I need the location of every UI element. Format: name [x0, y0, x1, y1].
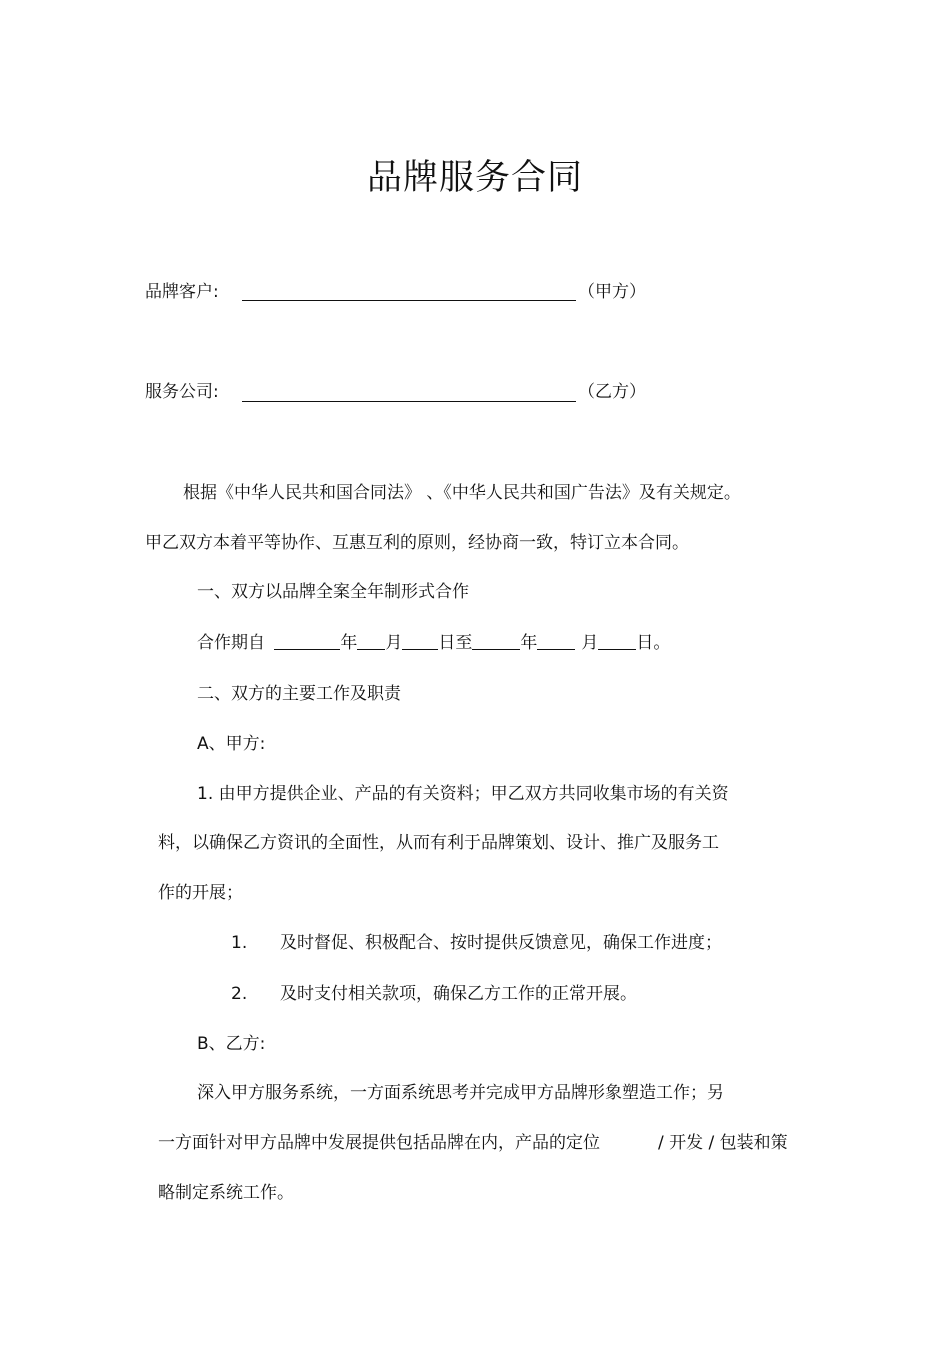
party-b-duty-line-3: 略制定系统工作。: [158, 1183, 294, 1203]
party-b-duty-line-2b: / 开发 / 包装和策: [658, 1133, 788, 1153]
party-a-duties-heading: A、甲方:: [197, 734, 266, 754]
end-year-label: 年: [520, 633, 538, 653]
end-day-label: 日。: [636, 633, 671, 653]
party-a-suffix: （甲方）: [578, 282, 646, 302]
document-title: 品牌服务合同: [366, 158, 583, 198]
start-year-label: 年: [340, 633, 358, 653]
party-b-duties-heading: B、乙方:: [197, 1034, 266, 1054]
intro-line-2: 甲乙双方本着平等协作、互惠互利的原则，经协商一致，特订立本合同。: [145, 533, 689, 553]
party-a-duty-3-text: 及时支付相关款项，确保乙方工作的正常开展。: [280, 984, 637, 1004]
party-b-duty-line-1: 深入甲方服务系统，一方面系统思考并完成甲方品牌形象塑造工作；另: [197, 1083, 724, 1103]
end-day-blank: [598, 632, 636, 650]
start-month-label: 月: [385, 633, 403, 653]
start-year-blank: [274, 632, 340, 650]
party-b-label: 服务公司:: [145, 382, 219, 402]
party-b-duty-line-2a: 一方面针对甲方品牌中发展提供包括品牌在内，产品的定位: [158, 1133, 600, 1153]
end-year-blank: [472, 632, 520, 650]
party-a-duty-1-line-3: 作的开展；: [158, 883, 243, 903]
party-a-duty-1-line-1: 1. 由甲方提供企业、产品的有关资料；甲乙双方共同收集市场的有关资: [197, 784, 729, 804]
party-a-duty-2-text: 及时督促、积极配合、按时提供反馈意见，确保工作进度；: [280, 933, 722, 953]
section-2-heading: 二、双方的主要工作及职责: [197, 684, 401, 704]
party-b-suffix: （乙方）: [578, 382, 646, 402]
start-month-blank: [357, 632, 385, 650]
period-prefix: 合作期自: [197, 633, 265, 653]
party-b-blank-line: [242, 401, 576, 402]
party-a-duty-2-number: 1.: [231, 933, 248, 953]
day-to-label: 日至: [438, 633, 473, 653]
end-month-blank: [537, 632, 575, 650]
intro-line-1: 根据《中华人民共和国合同法》 、《中华人民共和国广告法》及有关规定。: [183, 483, 741, 503]
party-a-duty-1-line-2: 料，以确保乙方资讯的全面性，从而有利于品牌策划、设计、推广及服务工: [158, 833, 719, 853]
party-a-blank-line: [242, 300, 576, 301]
party-a-duty-3-number: 2.: [231, 984, 248, 1004]
start-day-blank: [402, 632, 438, 650]
cooperation-period: [197, 632, 670, 654]
party-a-label: 品牌客户:: [145, 282, 219, 302]
end-month-label: 月: [581, 633, 599, 653]
section-1-heading: 一、双方以品牌全案全年制形式合作: [197, 582, 469, 602]
